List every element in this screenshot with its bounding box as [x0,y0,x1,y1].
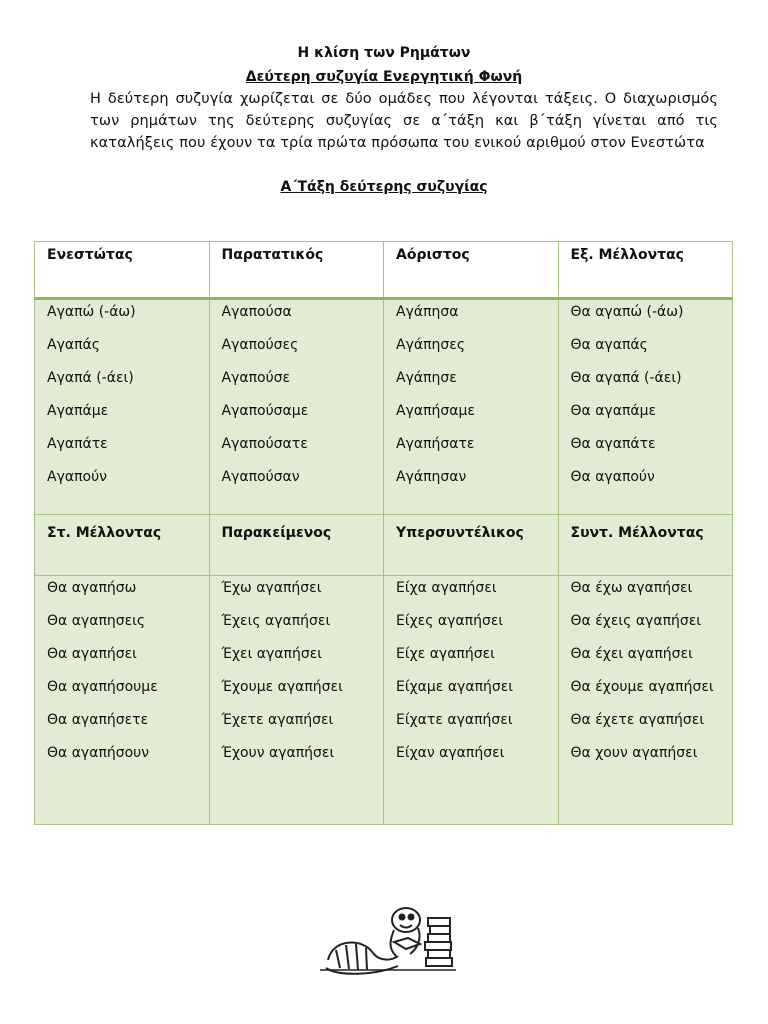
cell-paratatikos [209,299,384,515]
form-line: Θα έχω αγαπήσει [570,580,693,596]
form-line: Είχε αγαπήσει [396,646,495,662]
form-line: Είχαν αγαπήσει [396,745,505,761]
cell-parakeimenos [209,576,384,825]
section-title: Α΄Τάξη δεύτερης συζυγίας [280,179,488,195]
header-ex-mellontas: Εξ. Μέλλοντας [558,242,733,299]
form-line: Είχατε αγαπήσει [396,712,513,728]
form-line: Θα αγαπήσει [47,646,137,662]
cell-synt-mellontas [558,576,733,825]
form-line: Θα έχεις αγαπήσει [570,613,702,629]
page-subtitle: Δεύτερη συζυγία Ενεργητική Φωνή [245,69,523,85]
form-line: Αγαπούσαμε [221,403,309,419]
form-line: Έχουμε αγαπήσει [221,679,343,695]
form-line: Θα αγαπήσω [47,580,137,596]
cell-aoristos [384,299,559,515]
form-line: Θα έχει αγαπήσει [570,646,693,662]
form-line: Θα αγαπάς [570,337,648,353]
form-line: Είχα αγαπήσει [396,580,497,596]
form-line: Αγαπήσατε [396,436,475,452]
form-line: Αγάπησα [396,304,459,320]
cell-st-mellontas [35,576,210,825]
form-line: Έχετε αγαπήσει [221,712,334,728]
form-line: Είχες αγαπήσει [396,613,504,629]
form-line: Θα αγαπώ (-άω) [570,304,684,320]
form-line: Αγαπούσαν [221,469,300,485]
form-line: Αγάπησε [396,370,457,386]
form-line: Αγαπούσες [221,337,299,353]
header-parakeimenos: Παρακείμενος [209,515,384,576]
bookworm-reading-icon [318,898,458,978]
table-header-row [35,242,733,299]
form-line: Αγάπησαν [396,469,467,485]
table-row [35,299,733,515]
form-line: Θα αγαπάμε [570,403,657,419]
form-line: Θα αγαπούν [570,469,655,485]
form-line: Θα αγαπάτε [570,436,656,452]
form-line: Έχεις αγαπήσει [221,613,331,629]
table-header-row [35,515,733,576]
form-line: Θα αγαπήσετε [47,712,149,728]
cell-enestotas [35,299,210,515]
form-line: Αγάπησες [396,337,466,353]
form-line: Έχω αγαπήσει [221,580,322,596]
form-line: Θα αγαπήσουν [47,745,150,761]
form-line: Έχουν αγαπήσει [221,745,335,761]
form-line: Θα αγαπά (-άει) [570,370,682,386]
header-enestotas: Ενεστώτας [35,242,210,299]
form-line: Έχει αγαπήσει [221,646,323,662]
form-line: Αγαπώ (-άω) [47,304,136,320]
form-line: Θα έχετε αγαπήσει [570,712,705,728]
form-line: Θα χουν αγαπήσει [570,745,698,761]
form-line: Θα αγαπήσουμε [47,679,158,695]
form-line: Αγαπάς [47,337,100,353]
form-line: Θα έχουμε αγαπήσει [570,679,714,695]
cell-ex-mellontas [558,299,733,515]
header-ypersyntelikos: Υπερσυντέλικος [384,515,559,576]
cell-ypersyntelikos [384,576,559,825]
header-paratatikos: Παρατατικός [209,242,384,299]
form-line: Αγαπούσα [221,304,292,320]
form-line: Αγαπάμε [47,403,109,419]
form-line: Αγαπήσαμε [396,403,475,419]
header-synt-mellontas: Συντ. Μέλλοντας [558,515,733,576]
header-st-mellontas: Στ. Μέλλοντας [35,515,210,576]
conjugation-table [34,241,733,825]
form-line: Είχαμε αγαπήσει [396,679,514,695]
header-aoristos: Αόριστος [384,242,559,299]
form-line: Θα αγαπησεις [47,613,146,629]
form-line: Αγαπά (-άει) [47,370,134,386]
form-line: Αγαπάτε [47,436,108,452]
page-title: Η κλίση των Ρημάτων [297,45,471,61]
table-row [35,576,733,825]
form-line: Αγαπούσατε [221,436,308,452]
form-line: Αγαπούσε [221,370,291,386]
intro-paragraph: Η δεύτερη συζυγία χωρίζεται σε δύο ομάδες που λέγονται τάξεις. Ο διαχωρισμός των ρημάτων της δεύτερης συζυγίας σε α΄τάξη και β΄τάξη γίνεται από τις καταλήξεις που έχουν τα τρία πρώτα πρόσωπα του ενικού αριθμού στον Ενεστώτα [90,91,718,151]
form-line: Αγαπούν [47,469,108,485]
